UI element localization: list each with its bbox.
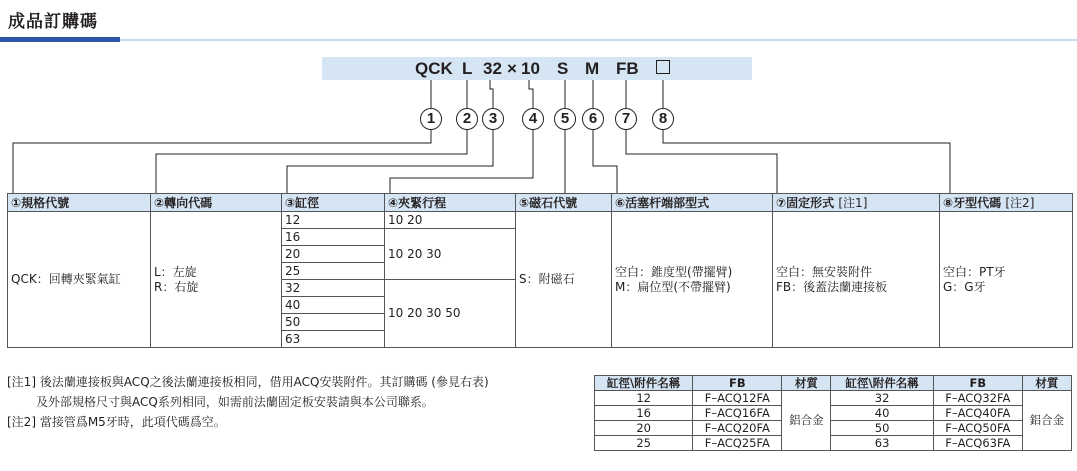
marker-1: 1: [420, 108, 442, 130]
acc-bore: 16: [595, 406, 693, 421]
marker-2: 2: [456, 108, 478, 130]
note-2: [注2] 當接管爲M5牙時，此項代碼爲空。: [7, 415, 226, 429]
acc-bore: 40: [831, 406, 933, 421]
acc-material: 鋁合金: [782, 391, 831, 451]
acc-row: [595, 391, 1072, 406]
stroke-cell: 10 20: [385, 212, 516, 229]
marker-3: 3: [482, 108, 504, 130]
acc-fb: F–ACQ63FA: [933, 436, 1022, 451]
acc-fb: F–ACQ12FA: [693, 391, 782, 406]
code-part-bore: 32: [483, 59, 502, 78]
code-part-mount: FB: [616, 59, 639, 78]
code-part-stroke: 10: [521, 59, 540, 78]
acc-bore: 25: [595, 436, 693, 451]
code-part-rotation: L: [462, 59, 473, 78]
page-title: 成品訂購碼: [8, 12, 98, 32]
marker-6: 6: [582, 108, 604, 130]
bore-cell: 50: [282, 314, 385, 331]
order-code-spec-table: [7, 193, 1073, 348]
header-stroke: ④夾緊行程: [385, 194, 516, 212]
rod-end-cell: 空白：錐度型(帶擺臂) M：扁位型(不帶擺臂): [612, 212, 773, 348]
acc-header-bore: 缸徑\附件名稱: [595, 376, 693, 391]
code-part-rod-end: M: [585, 59, 600, 78]
acc-fb: F–ACQ32FA: [933, 391, 1022, 406]
acc-fb: F–ACQ25FA: [693, 436, 782, 451]
acc-bore: 50: [831, 421, 933, 436]
marker-8: 8: [652, 108, 674, 130]
header-rotation: ②轉向代碼: [151, 194, 282, 212]
accessory-table: [594, 375, 1072, 451]
bore-cell: 63: [282, 331, 385, 348]
note-1-continued: 及外部規格尺寸與ACQ系列相同，如需前法蘭固定板安裝請與本公司聯系。: [36, 395, 434, 409]
acc-header-fb: FB: [693, 376, 782, 391]
marker-5: 5: [554, 108, 576, 130]
header-spec-code: ①規格代號: [8, 194, 151, 212]
code-part-times: ×: [507, 59, 517, 78]
acc-header-material: 材質: [1022, 376, 1071, 391]
mount-cell: 空白：無安裝附件 FB：後蓋法蘭連接板: [773, 212, 940, 348]
marker-7: 7: [615, 108, 637, 130]
acc-fb: F–ACQ50FA: [933, 421, 1022, 436]
note-1: [注1] 後法蘭連接板與ACQ之後法蘭連接板相同，借用ACQ安裝附件。其訂購碼 (參見右表): [7, 375, 489, 389]
code-part-spec: QCK: [415, 59, 453, 78]
header-bore: ③缸徑: [282, 194, 385, 212]
bore-cell: 16: [282, 229, 385, 246]
header-rod-end: ⑥活塞杆端部型式: [612, 194, 773, 212]
acc-header-bore: 缸徑\附件名稱: [831, 376, 933, 391]
bore-cell: 12: [282, 212, 385, 229]
acc-fb: F–ACQ16FA: [693, 406, 782, 421]
acc-bore: 63: [831, 436, 933, 451]
acc-row: [595, 421, 1072, 436]
stroke-cell: 10 20 30 50: [385, 280, 516, 348]
stroke-cell: 10 20 30: [385, 229, 516, 280]
bore-cell: 32: [282, 280, 385, 297]
thread-cell: 空白：PT牙 G：G牙: [940, 212, 1073, 348]
acc-fb: F–ACQ20FA: [693, 421, 782, 436]
acc-header-material: 材質: [782, 376, 831, 391]
acc-fb: F–ACQ40FA: [933, 406, 1022, 421]
acc-bore: 32: [831, 391, 933, 406]
acc-material: 鋁合金: [1022, 391, 1071, 451]
header-magnet: ⑤磁石代號: [516, 194, 612, 212]
acc-row: [595, 436, 1072, 451]
spec-code-cell: QCK：回轉夾緊氣缸: [8, 212, 151, 348]
magnet-cell: S：附磁石: [516, 212, 612, 348]
acc-bore: 12: [595, 391, 693, 406]
connector-lines: [0, 0, 1077, 200]
acc-header-fb: FB: [933, 376, 1022, 391]
bore-cell: 40: [282, 297, 385, 314]
bore-cell: 20: [282, 246, 385, 263]
acc-row: [595, 406, 1072, 421]
bore-cell: 25: [282, 263, 385, 280]
acc-bore: 20: [595, 421, 693, 436]
marker-4: 4: [522, 108, 544, 130]
header-thread: ⑧牙型代碼 [注2]: [940, 194, 1073, 212]
header-mount: ⑦固定形式 [注1]: [773, 194, 940, 212]
code-part-magnet: S: [557, 59, 569, 78]
rotation-cell: L：左旋 R：右旋: [151, 212, 282, 348]
